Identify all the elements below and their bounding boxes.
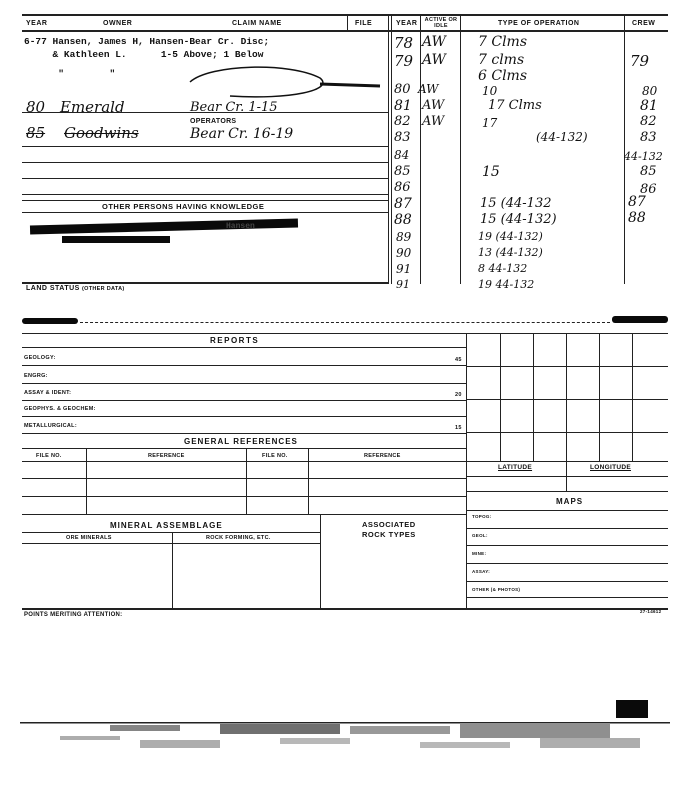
map-row-label: ASSAY: [472,569,491,574]
report-label: ASSAY & IDENT: [24,390,72,396]
longitude-label: LONGITUDE [590,464,631,471]
col-active-idle-header: ACTIVE OR IDLE [424,17,458,29]
map-row-label: GEOL: [472,533,488,538]
redaction-bar [30,218,298,234]
op-year: 78 [394,34,414,52]
op-year: 85 [394,164,411,179]
col-year2-header: YEAR [396,20,418,27]
op-year: 90 [396,246,412,260]
report-label: METALLURGICAL: [24,423,77,429]
mineral-assemblage-title: MINERAL ASSEMBLAGE [110,521,223,530]
op-year: 81 [394,98,412,114]
op-status: AW [422,34,446,50]
op-year: 86 [394,180,411,195]
op-type: 10 [482,84,498,98]
map-row-label: TOPOG: [472,514,492,519]
row-line [466,597,668,598]
grid-line [466,476,668,477]
row-line [22,543,320,544]
op-year: 87 [394,196,412,212]
operator-name: Goodwins [64,124,139,142]
col-divider [320,514,321,608]
op-type: 17 [482,116,498,130]
grid-line [466,399,668,400]
op-type: 7 clms [478,52,525,68]
grid-line [466,491,668,492]
op-year: 80 [394,82,411,97]
other-persons-text: Hansen [226,222,255,231]
row-line [22,514,466,515]
grid-line [466,461,668,462]
col-crew-header: CREW [632,20,656,27]
op-crew: 85 [640,164,657,179]
ref-col-reference: REFERENCE [148,453,185,459]
other-persons-label: OTHER PERSONS HAVING KNOWLEDGE [102,202,265,211]
rock-forming-label: ROCK FORMING, ETC. [206,535,271,541]
scan-noise [20,700,670,790]
col-owner-header: OWNER [103,20,133,27]
op-crew: 87 [628,194,646,210]
row-line [22,532,320,533]
redaction-bar [22,318,78,324]
op-type: 6 Clms [478,68,528,84]
grid-line [466,432,668,433]
row-line [22,608,668,610]
operator-name: Emerald [60,98,125,116]
associated-label: ASSOCIATED [362,520,416,529]
map-row-label: OTHER (& PHOTOS) [472,587,521,592]
op-status: AW [422,114,445,129]
op-crew: 88 [628,210,646,226]
operators-label: OPERATORS [190,118,237,125]
top-border [22,14,668,16]
ore-minerals-label: ORE MINERALS [66,535,112,541]
op-year: 79 [394,52,414,70]
op-type: 15 (44-132 [480,196,552,211]
op-type: 7 Clms [478,34,528,50]
op-type: 13 (44-132) [478,246,543,259]
row-line [22,212,388,213]
op-status: AW [418,82,439,96]
op-crew: 82 [640,114,657,129]
general-references-title: GENERAL REFERENCES [184,437,298,446]
grid-line [466,366,668,367]
operator-claim: Bear Cr. 1-15 [190,100,278,115]
points-meriting-attention-label: POINTS MERITING ATTENTION: [24,612,123,618]
op-crew: 81 [640,98,658,114]
report-label: GEOLOGY: [24,355,56,361]
grid-line [533,333,534,461]
row-line [22,416,466,417]
owner-line: 6-77 Hansen, James H, Hansen-Bear Cr. Disc; [24,36,270,47]
op-type: 19 (44-132) [478,230,543,243]
latitude-label: LATITUDE [498,464,533,471]
op-crew: 44-132 [624,150,663,163]
grid-line [632,333,633,461]
op-year: 84 [394,148,410,162]
op-year: 91 [396,262,412,276]
op-crew: 80 [642,84,658,98]
op-type: 17 Clms [488,98,542,113]
op-type: 15 (44-132) [480,212,557,227]
row-line [22,365,466,366]
op-crew: 83 [640,130,657,145]
ref-col-reference-2: REFERENCE [364,453,401,459]
grid-line [566,333,567,461]
row-line [22,448,466,449]
report-label: GEOPHYS. & GEOCHEM: [24,406,96,412]
land-status-label: LAND STATUS [26,285,80,292]
col-divider [308,448,309,514]
grid-line [500,333,501,461]
op-type: 19 44-132 [478,278,535,291]
report-num: 45 [455,357,462,363]
col-claim-name-header: CLAIM NAME [232,20,282,27]
row-line [80,322,610,323]
ref-col-file-no: FILE NO. [36,453,62,459]
report-label: ENGRG: [24,373,48,379]
op-type: 15 [482,164,500,180]
row-line [22,461,466,462]
row-line [22,478,466,479]
row-line [466,528,668,529]
row-line [22,146,388,147]
row-line [466,563,668,564]
col-type-operation-header: TYPE OF OPERATION [498,20,580,27]
op-year: 88 [394,212,412,228]
row-line [22,178,388,179]
operation-history [392,30,668,292]
operator-year: 85 [26,124,46,142]
row-line [22,347,466,348]
row-line [22,383,466,384]
col-divider [388,14,389,284]
row-line [22,194,388,195]
land-status-sub: (OTHER DATA) [82,286,125,292]
row-line [22,496,466,497]
row-line [466,581,668,582]
row-line [22,433,466,434]
report-num: 15 [455,425,462,431]
form-number: 27-14612 [640,609,662,614]
op-type: (44-132) [536,130,588,144]
owner-line: & Kathleen L. 1-5 Above; 1 Below [24,49,264,60]
redaction-bar [612,316,668,323]
row-line [22,333,668,334]
op-crew: 79 [630,52,650,70]
report-num: 20 [455,392,462,398]
op-year: 91 [396,278,410,291]
col-divider [246,448,247,514]
grid-line [599,333,600,461]
row-line [22,400,466,401]
op-crew: 86 [640,182,657,197]
row-line [22,282,388,284]
operator-year: 80 [26,98,46,116]
reports-title: REPORTS [210,336,260,345]
redaction-bar [62,236,170,243]
col-file-header: FILE [355,20,373,27]
row-line [466,510,668,511]
row-line [22,200,388,201]
row-line [22,162,388,163]
rock-types-label: ROCK TYPES [362,530,416,539]
map-row-label: MINE: [472,551,487,556]
op-year: 82 [394,114,411,129]
operator-claim: Bear Cr. 16-19 [190,126,294,142]
owner-line: " " [24,68,116,79]
row-line [466,545,668,546]
col-divider [466,333,467,608]
op-status: AW [422,52,446,68]
col-divider [347,14,348,30]
maps-title: MAPS [556,497,584,506]
op-year: 89 [396,230,412,244]
op-status: AW [422,98,445,113]
col-divider [86,448,87,514]
op-year: 83 [394,130,411,145]
op-type: 8 44-132 [478,262,528,275]
col-year-header: YEAR [26,20,48,27]
ref-col-file-no-2: FILE NO. [262,453,288,459]
